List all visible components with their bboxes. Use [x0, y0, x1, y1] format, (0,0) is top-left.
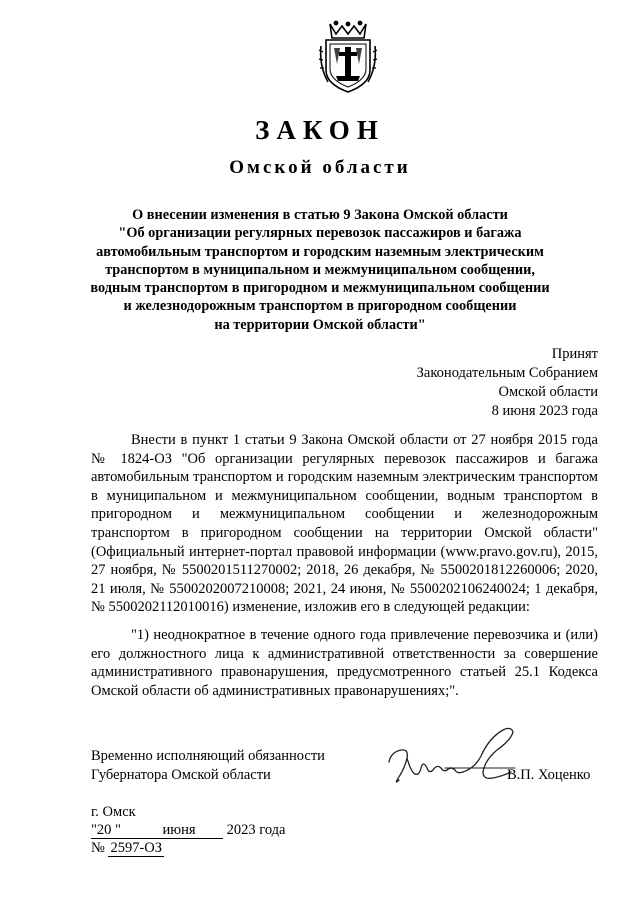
coat-of-arms-emblem [318, 18, 378, 96]
position-line: Временно исполняющий обязанности [91, 748, 325, 764]
heading-line: на территории Омской области" [214, 316, 426, 333]
handwritten-signature [385, 722, 525, 794]
date-day: "20 " [91, 822, 135, 839]
heading-line: и железнодорожным транспортом в пригородном сообщении [123, 298, 517, 315]
number-sign: № [91, 840, 105, 856]
adoption-block [417, 345, 598, 421]
law-number-line [91, 839, 164, 858]
heading-line: транспортом в муниципальном и межмуниципальном сообщении, [105, 261, 535, 278]
heading-line: О внесении изменения в статью 9 Закона Омской области [132, 207, 508, 223]
position-line: Губернатора Омской области [91, 767, 271, 783]
law-number: 2597-ОЗ [110, 840, 163, 856]
adoption-line: Принят [551, 346, 598, 362]
date-month: июня [135, 822, 223, 839]
heading-line: автомобильным транспортом и городским наземным электрическим [96, 243, 544, 260]
adoption-line: Законодательным Собранием [416, 365, 598, 381]
date-year: 2023 года [226, 822, 286, 838]
amendment-paragraph: "1) неоднократное в течение одного года привлечение перевозчика и (или) его должностного лица к административной ответственности за совершение административного правонарушения, предусмотренного статьей 25.1 Кодекса Омской области об административных правонарушениях;". [91, 627, 598, 699]
signatory-position [91, 747, 325, 785]
adoption-date: 8 июня 2023 года [491, 403, 598, 419]
signer-name: В.П. Хоценко [507, 767, 591, 783]
city-label: г. Омск [91, 804, 136, 820]
adoption-line: Омской области [498, 384, 598, 400]
heading-line: водным транспортом в пригородном и межмуниципальном сообщении [90, 280, 550, 297]
document-region: Омской области [229, 157, 411, 178]
law-heading [70, 206, 570, 334]
heading-line: "Об организации регулярных перевозок пассажиров и багажа [118, 225, 522, 242]
body-paragraph: Внести в пункт 1 статьи 9 Закона Омской области от 27 ноября 2015 года № 1824-ОЗ "Об организации регулярных перевозок пассажиров и багажа автомобильным транспортом и городским наземным электрическим транспортом в муниципальном и межмуниципальном сообщении, водным транспортом в пригородном и межмуниципальном сообщении и железнодорожным транспортом в пригородном сообщении на территории Омской области" (Официальный интернет-портал правовой информации (www.pravo.gov.ru), 2015, 27 ноября, № 5500201511270002; 2018, 26 декабря, № 5500201812260006; 2020, 21 июля, № 5500202007210008; 2021, 24 июня, № 5500202106240024; 1 декабря, № 5500202112010016) изменение, изложив его в следующей редакции: [91, 432, 598, 616]
date-line [91, 821, 285, 840]
document-title: ЗАКОН [255, 115, 385, 145]
